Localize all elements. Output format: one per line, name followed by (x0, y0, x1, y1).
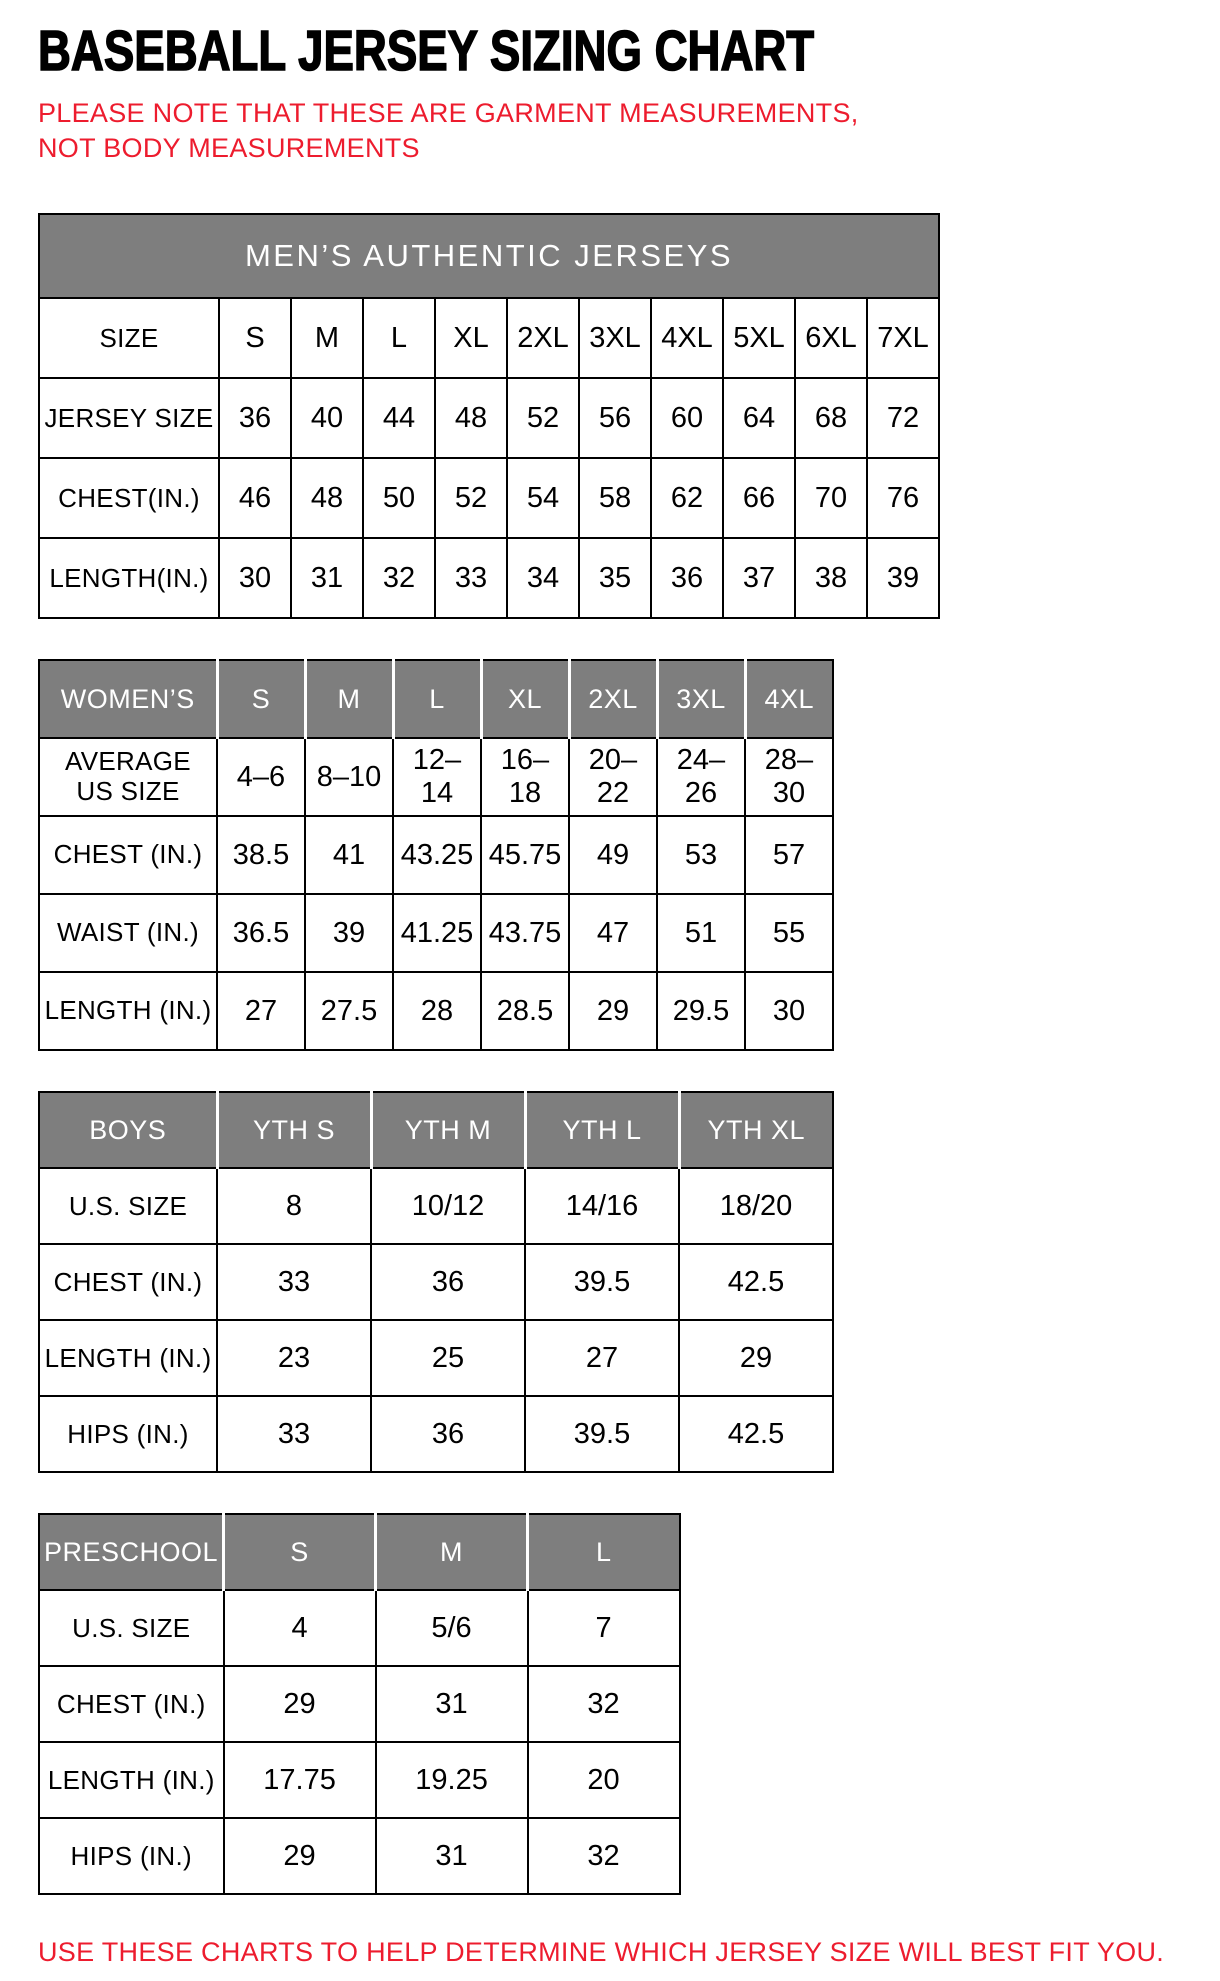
data-cell: 70 (795, 458, 867, 538)
data-cell: S (219, 298, 291, 378)
data-cell: L (363, 298, 435, 378)
data-cell: 19.25 (376, 1742, 528, 1818)
row-label: CHEST(IN.) (39, 458, 219, 538)
data-cell: 41 (305, 816, 393, 894)
data-cell: 39 (305, 894, 393, 972)
row-label: LENGTH (IN.) (39, 972, 217, 1050)
data-cell: 5/6 (376, 1590, 528, 1666)
table-row (39, 1168, 833, 1244)
row-label: AVERAGE US SIZE (39, 738, 217, 816)
data-cell: 36 (371, 1244, 525, 1320)
column-header: 2XL (569, 660, 657, 738)
data-cell: 50 (363, 458, 435, 538)
table-row (39, 894, 833, 972)
data-cell: 48 (291, 458, 363, 538)
data-cell: 31 (376, 1666, 528, 1742)
data-cell: 3XL (579, 298, 651, 378)
data-cell: 37 (723, 538, 795, 618)
data-cell: 28 (393, 972, 481, 1050)
data-cell: 23 (217, 1320, 371, 1396)
table-row (39, 1742, 680, 1818)
data-cell: 7XL (867, 298, 939, 378)
data-cell: 10/12 (371, 1168, 525, 1244)
row-label: CHEST (IN.) (39, 1244, 217, 1320)
row-label: CHEST (IN.) (39, 816, 217, 894)
row-label: JERSEY SIZE (39, 378, 219, 458)
data-cell: 44 (363, 378, 435, 458)
table-banner: MEN’S AUTHENTIC JERSEYS (39, 214, 939, 298)
table-row (39, 1320, 833, 1396)
data-cell: 62 (651, 458, 723, 538)
data-cell: 17.75 (224, 1742, 376, 1818)
data-cell: 68 (795, 378, 867, 458)
data-cell: 54 (507, 458, 579, 538)
data-cell: 39.5 (525, 1396, 679, 1472)
page-title-text: BASEBALL JERSEY SIZING CHART (38, 19, 815, 83)
data-cell: 27.5 (305, 972, 393, 1050)
table-row (39, 1590, 680, 1666)
table-title-cell: WOMEN’S (39, 660, 217, 738)
table-row (39, 1244, 833, 1320)
table-title-cell: BOYS (39, 1092, 217, 1168)
data-cell: 36 (651, 538, 723, 618)
table-title-cell: PRESCHOOL (39, 1514, 224, 1590)
data-cell: 28–30 (745, 738, 833, 816)
data-cell: 4 (224, 1590, 376, 1666)
data-cell: 14/16 (525, 1168, 679, 1244)
row-label: LENGTH(IN.) (39, 538, 219, 618)
data-cell: 8–10 (305, 738, 393, 816)
column-header: S (217, 660, 305, 738)
data-cell: 31 (376, 1818, 528, 1894)
data-cell: 29 (224, 1666, 376, 1742)
data-cell: 30 (219, 538, 291, 618)
data-cell: 7 (528, 1590, 680, 1666)
data-cell: XL (435, 298, 507, 378)
row-label: CHEST (IN.) (39, 1666, 224, 1742)
table-row (39, 738, 833, 816)
table-row (39, 1666, 680, 1742)
data-cell: 57 (745, 816, 833, 894)
data-cell: 32 (528, 1666, 680, 1742)
row-label: LENGTH (IN.) (39, 1320, 217, 1396)
data-cell: 53 (657, 816, 745, 894)
table-womens (38, 659, 834, 1051)
data-cell: 2XL (507, 298, 579, 378)
data-cell: 41.25 (393, 894, 481, 972)
data-cell: 28.5 (481, 972, 569, 1050)
row-label: U.S. SIZE (39, 1168, 217, 1244)
fit-advice-note: USE THESE CHARTS TO HELP DETERMINE WHICH JERSEY SIZE WILL BEST FIT YOU. (38, 1937, 1165, 1968)
table-row (39, 816, 833, 894)
data-cell: 39 (867, 538, 939, 618)
table-row (39, 660, 833, 738)
table-row (39, 1396, 833, 1472)
row-label: U.S. SIZE (39, 1590, 224, 1666)
column-header: YTH M (371, 1092, 525, 1168)
column-header: M (305, 660, 393, 738)
data-cell: 64 (723, 378, 795, 458)
data-cell: 43.75 (481, 894, 569, 972)
data-cell: 42.5 (679, 1396, 833, 1472)
data-cell: 32 (363, 538, 435, 618)
column-header: XL (481, 660, 569, 738)
data-cell: 56 (579, 378, 651, 458)
data-cell: 42.5 (679, 1244, 833, 1320)
table-mens-authentic-jerseys (38, 213, 940, 619)
row-label: HIPS (IN.) (39, 1396, 217, 1472)
data-cell: 38 (795, 538, 867, 618)
data-cell: M (291, 298, 363, 378)
data-cell: 36 (371, 1396, 525, 1472)
column-header: L (393, 660, 481, 738)
data-cell: 27 (217, 972, 305, 1050)
data-cell: 60 (651, 378, 723, 458)
data-cell: 16–18 (481, 738, 569, 816)
column-header: 3XL (657, 660, 745, 738)
data-cell: 52 (507, 378, 579, 458)
data-cell: 39.5 (525, 1244, 679, 1320)
table-boys (38, 1091, 834, 1473)
column-header: M (376, 1514, 528, 1590)
table-row (39, 1514, 680, 1590)
data-cell: 12–14 (393, 738, 481, 816)
data-cell: 72 (867, 378, 939, 458)
data-cell: 31 (291, 538, 363, 618)
data-cell: 6XL (795, 298, 867, 378)
data-cell: 38.5 (217, 816, 305, 894)
data-cell: 27 (525, 1320, 679, 1396)
row-label: SIZE (39, 298, 219, 378)
data-cell: 29 (569, 972, 657, 1050)
data-cell: 25 (371, 1320, 525, 1396)
table-row (39, 972, 833, 1050)
data-cell: 29 (679, 1320, 833, 1396)
data-cell: 5XL (723, 298, 795, 378)
data-cell: 45.75 (481, 816, 569, 894)
table-preschool (38, 1513, 681, 1895)
data-cell: 58 (579, 458, 651, 538)
data-cell: 36.5 (217, 894, 305, 972)
column-header: 4XL (745, 660, 833, 738)
table-row (39, 298, 939, 378)
data-cell: 33 (217, 1396, 371, 1472)
row-label: WAIST (IN.) (39, 894, 217, 972)
column-header: YTH S (217, 1092, 371, 1168)
table-row (39, 458, 939, 538)
data-cell: 8 (217, 1168, 371, 1244)
data-cell: 29.5 (657, 972, 745, 1050)
data-cell: 36 (219, 378, 291, 458)
table-row (39, 538, 939, 618)
data-cell: 20 (528, 1742, 680, 1818)
table-row (39, 378, 939, 458)
data-cell: 34 (507, 538, 579, 618)
data-cell: 18/20 (679, 1168, 833, 1244)
data-cell: 66 (723, 458, 795, 538)
table-row (39, 1092, 833, 1168)
column-header: YTH XL (679, 1092, 833, 1168)
table-row (39, 1818, 680, 1894)
data-cell: 47 (569, 894, 657, 972)
data-cell: 33 (217, 1244, 371, 1320)
data-cell: 52 (435, 458, 507, 538)
data-cell: 43.25 (393, 816, 481, 894)
data-cell: 48 (435, 378, 507, 458)
garment-measurement-note: PLEASE NOTE THAT THESE ARE GARMENT MEASUREMENTS, NOT BODY MEASUREMENTS (38, 97, 859, 164)
page-title (38, 19, 1180, 83)
data-cell: 4–6 (217, 738, 305, 816)
data-cell: 49 (569, 816, 657, 894)
data-cell: 40 (291, 378, 363, 458)
data-cell: 51 (657, 894, 745, 972)
row-label: LENGTH (IN.) (39, 1742, 224, 1818)
data-cell: 20–22 (569, 738, 657, 816)
data-cell: 33 (435, 538, 507, 618)
data-cell: 24–26 (657, 738, 745, 816)
size-tables (38, 213, 1180, 1895)
data-cell: 4XL (651, 298, 723, 378)
row-label: HIPS (IN.) (39, 1818, 224, 1894)
data-cell: 55 (745, 894, 833, 972)
data-cell: 32 (528, 1818, 680, 1894)
data-cell: 46 (219, 458, 291, 538)
data-cell: 35 (579, 538, 651, 618)
data-cell: 29 (224, 1818, 376, 1894)
column-header: YTH L (525, 1092, 679, 1168)
data-cell: 76 (867, 458, 939, 538)
column-header: L (528, 1514, 680, 1590)
column-header: S (224, 1514, 376, 1590)
data-cell: 30 (745, 972, 833, 1050)
